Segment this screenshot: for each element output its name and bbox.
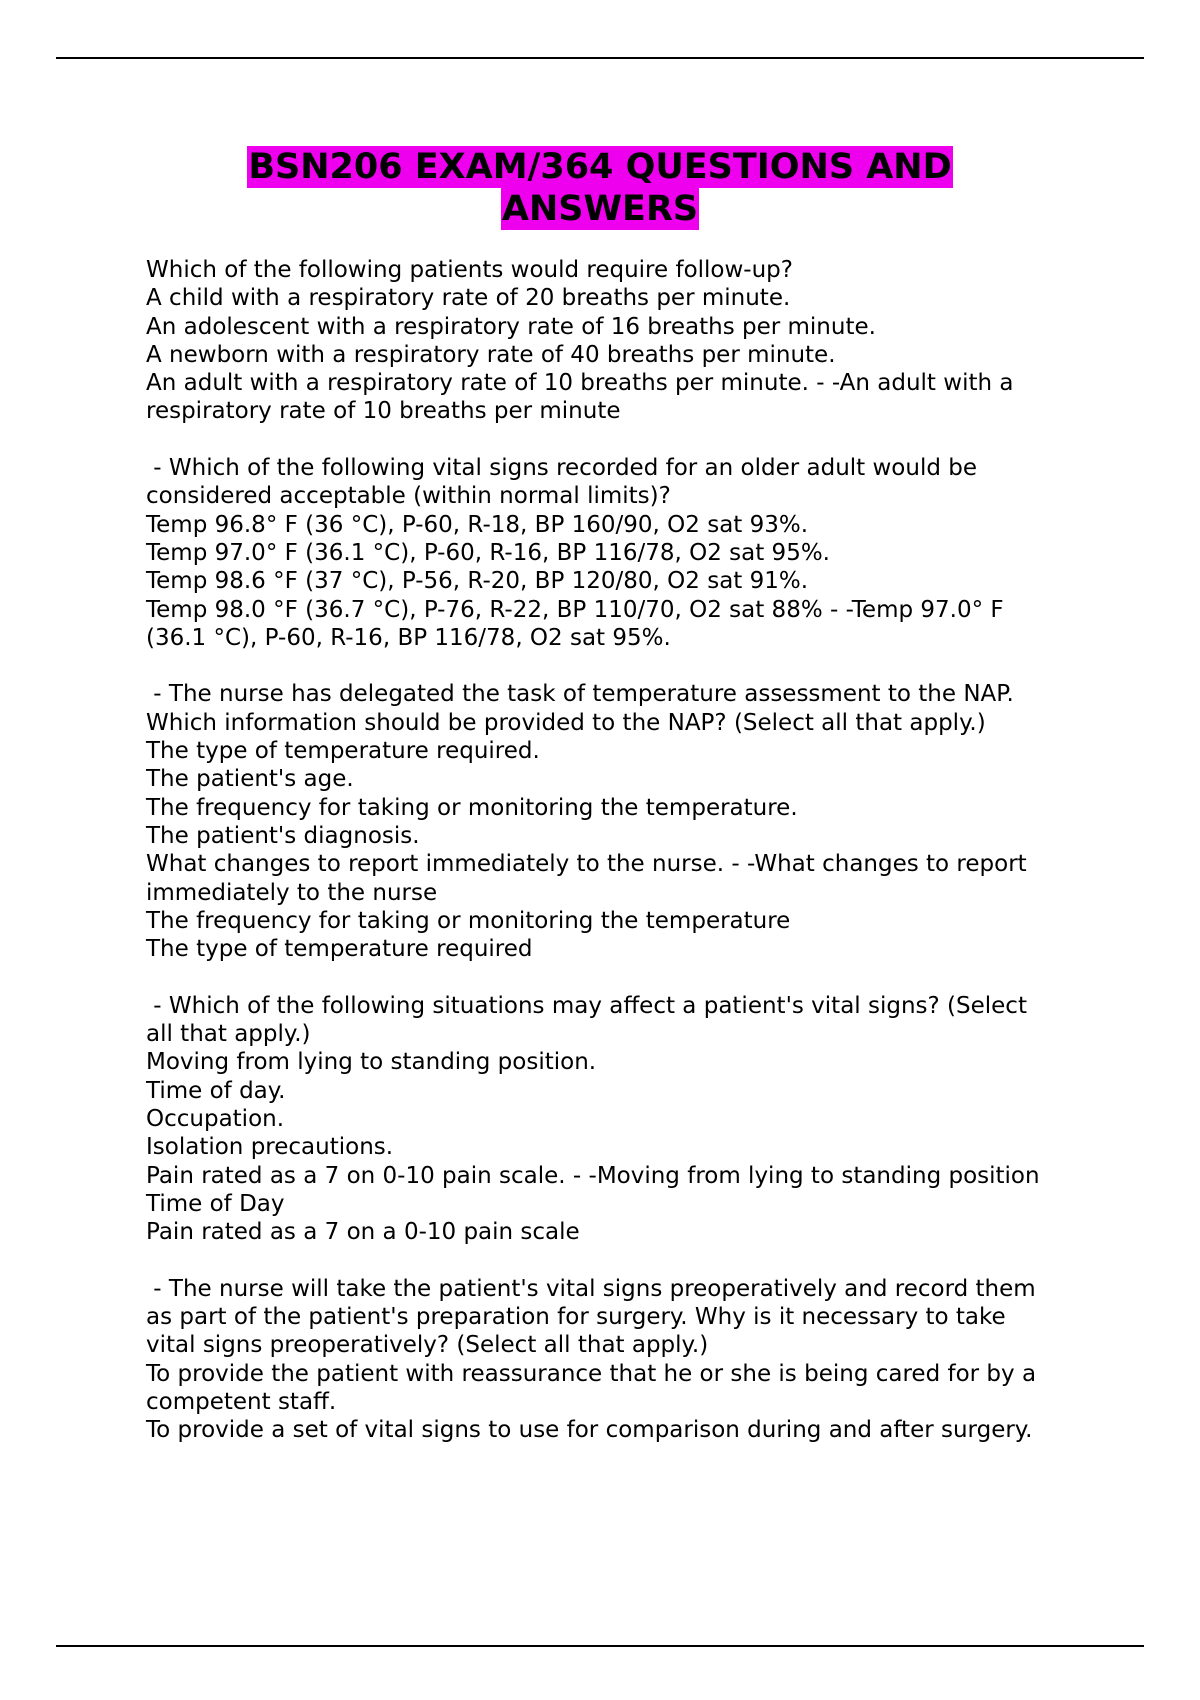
text-line: The type of temperature required.	[146, 738, 540, 765]
text-line: - The nurse will take the patient's vital signs preoperatively and record them	[146, 1275, 1036, 1302]
text-line: To provide the patient with reassurance that he or she is being cared for by a	[146, 1360, 1037, 1387]
text-line: - The nurse has delegated the task of temperature assessment to the NAP.	[146, 681, 1014, 708]
text-line: Which of the following patients would require follow-up?	[146, 257, 793, 283]
text-line: The patient's age.	[146, 766, 354, 793]
block-spacer	[146, 963, 1106, 991]
text-line: vital signs preoperatively? (Select all that apply.)	[146, 1332, 709, 1359]
block-spacer	[146, 652, 1106, 680]
text-line: The frequency for taking or monitoring the temperature.	[146, 794, 798, 821]
text-line: Time of Day	[146, 1190, 285, 1217]
question-block	[146, 1275, 1106, 1445]
text-line: Temp 97.0° F (36.1 °C), P-60, R-16, BP 116/78, O2 sat 95%.	[146, 539, 830, 566]
question-block	[146, 454, 1106, 652]
text-line: Occupation.	[146, 1105, 285, 1132]
question-block	[146, 680, 1106, 963]
text-line: Temp 98.0 °F (36.7 °C), P-76, R-22, BP 110/70, O2 sat 88% - -Temp 97.0° F	[146, 596, 1004, 623]
text-line: Which information should be provided to the NAP? (Select all that apply.)	[146, 709, 986, 736]
text-line: An adult with a respiratory rate of 10 breaths per minute. - -An adult with a	[146, 370, 1014, 397]
text-line: To provide a set of vital signs to use for comparison during and after surgery.	[146, 1417, 1033, 1444]
text-line: (36.1 °C), P-60, R-16, BP 116/78, O2 sat 95%.	[146, 624, 671, 651]
block-spacer	[146, 426, 1106, 454]
text-line: The patient's diagnosis.	[146, 822, 420, 849]
text-line: The type of temperature required	[146, 936, 533, 963]
text-line: Pain rated as a 7 on 0-10 pain scale. - -Moving from lying to standing position	[146, 1162, 1040, 1189]
text-line: Pain rated as a 7 on a 0-10 pain scale	[146, 1219, 580, 1246]
question-block	[146, 256, 1106, 426]
question-block	[146, 992, 1106, 1247]
text-line: - Which of the following situations may affect a patient's vital signs? (Select	[146, 992, 1027, 1019]
text-line: Moving from lying to standing position.	[146, 1049, 597, 1076]
text-line: considered acceptable (within normal limits)?	[146, 483, 671, 510]
text-line: Temp 98.6 °F (37 °C), P-56, R-20, BP 120/80, O2 sat 91%.	[146, 568, 809, 595]
text-line: A child with a respiratory rate of 20 breaths per minute.	[146, 285, 791, 312]
title-line-1: BSN206 EXAM/364 QUESTIONS AND	[248, 147, 952, 187]
text-line: Temp 96.8° F (36 °C), P-60, R-18, BP 160/90, O2 sat 93%.	[146, 511, 809, 538]
text-line: competent staff.	[146, 1388, 337, 1415]
text-line: The frequency for taking or monitoring the temperature	[146, 907, 791, 934]
block-spacer	[146, 1246, 1106, 1274]
text-line: An adolescent with a respiratory rate of 16 breaths per minute.	[146, 313, 876, 340]
text-line: immediately to the nurse	[146, 879, 438, 906]
top-divider	[56, 57, 1144, 59]
bottom-divider	[56, 1645, 1144, 1647]
text-line: all that apply.)	[146, 1021, 311, 1048]
text-line: Isolation precautions.	[146, 1134, 394, 1161]
text-line: A newborn with a respiratory rate of 40 breaths per minute.	[146, 341, 836, 368]
text-line: What changes to report immediately to the nurse. - -What changes to report	[146, 851, 1027, 878]
document-body	[146, 256, 1106, 1444]
text-line: - Which of the following vital signs recorded for an older adult would be	[146, 455, 977, 482]
document-title	[0, 146, 1200, 230]
text-line: respiratory rate of 10 breaths per minute	[146, 398, 621, 425]
text-line: as part of the patient's preparation for surgery. Why is it necessary to take	[146, 1303, 1006, 1330]
title-line-2: ANSWERS	[501, 189, 699, 229]
text-line: Time of day.	[146, 1077, 286, 1104]
